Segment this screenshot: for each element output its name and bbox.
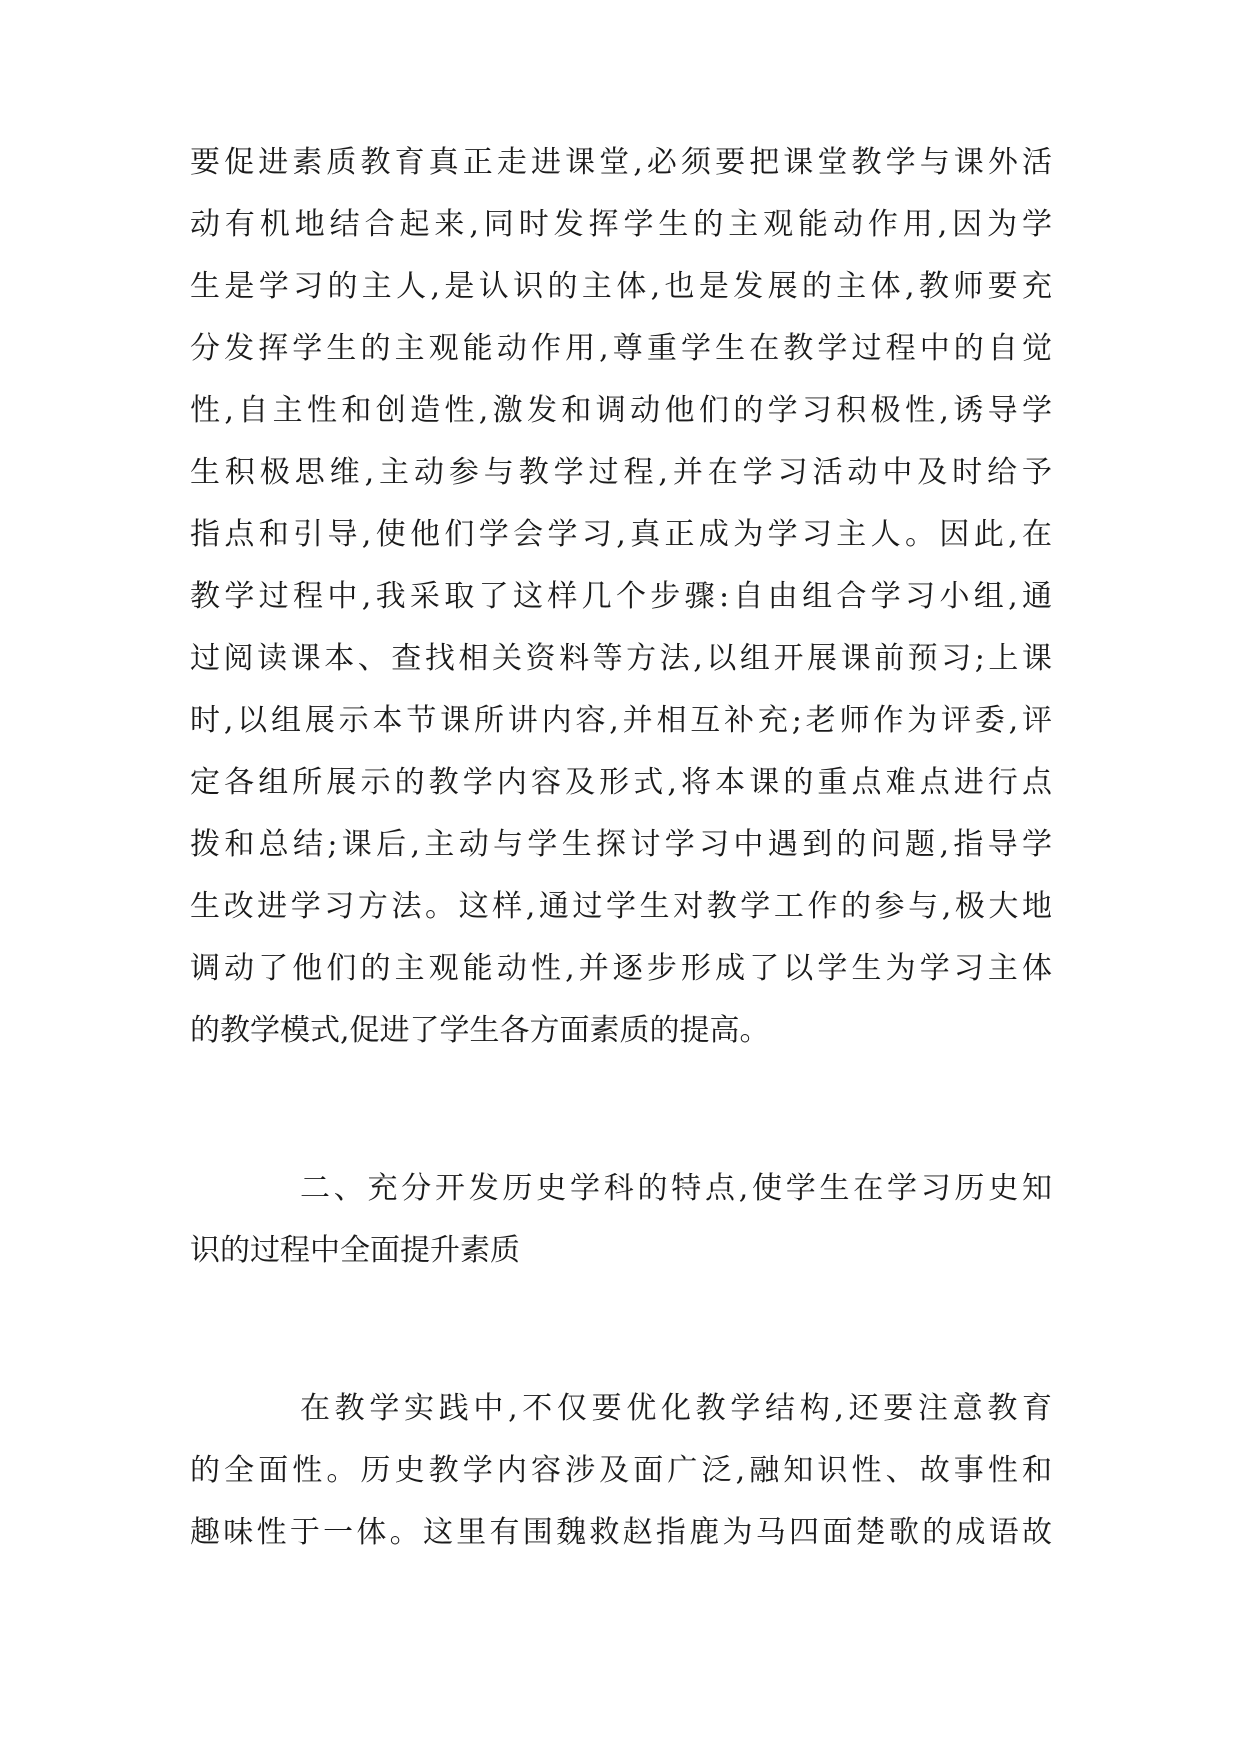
text-line: 的全面性。历史教学内容涉及面广泛,融知识性、故事性和: [190, 1453, 1052, 1488]
text-line: 指点和引导,使他们学会学习,真正成为学习主人。因此,在: [190, 517, 1052, 552]
text-line: 在教学实践中,不仅要优化教学结构,还要注意教育: [300, 1391, 1052, 1426]
text-line: 拨和总结;课后,主动与学生探讨学习中遇到的问题,指导学: [190, 827, 1052, 862]
text-line: 生是学习的主人,是认识的主体,也是发展的主体,教师要充: [190, 269, 1052, 304]
text-line: 过阅读课本、查找相关资料等方法,以组开展课前预习;上课: [190, 641, 1052, 676]
text-line: 性,自主性和创造性,激发和调动他们的学习积极性,诱导学: [190, 393, 1052, 428]
text-line: 生积极思维,主动参与教学过程,并在学习活动中及时给予: [190, 455, 1052, 490]
text-line: 调动了他们的主观能动性,并逐步形成了以学生为学习主体: [190, 951, 1052, 986]
text-line: 时,以组展示本节课所讲内容,并相互补充;老师作为评委,评: [190, 703, 1052, 738]
text-line: 的教学模式,促进了学生各方面素质的提高。: [190, 1013, 770, 1048]
heading-line: 二、充分开发历史学科的特点,使学生在学习历史知: [300, 1171, 1052, 1206]
text-line: 定各组所展示的教学内容及形式,将本课的重点难点进行点: [190, 765, 1052, 800]
text-line: 教学过程中,我采取了这样几个步骤:自由组合学习小组,通: [190, 579, 1052, 614]
text-line: 动有机地结合起来,同时发挥学生的主观能动作用,因为学: [190, 207, 1052, 242]
text-line: 分发挥学生的主观能动作用,尊重学生在教学过程中的自觉: [190, 331, 1052, 366]
text-line: 要促进素质教育真正走进课堂,必须要把课堂教学与课外活: [190, 145, 1052, 180]
text-line: 生改进学习方法。这样,通过学生对教学工作的参与,极大地: [190, 889, 1052, 924]
heading-line: 识的过程中全面提升素质: [190, 1233, 520, 1268]
text-line: 趣味性于一体。这里有围魏救赵指鹿为马四面楚歌的成语故: [190, 1515, 1052, 1550]
